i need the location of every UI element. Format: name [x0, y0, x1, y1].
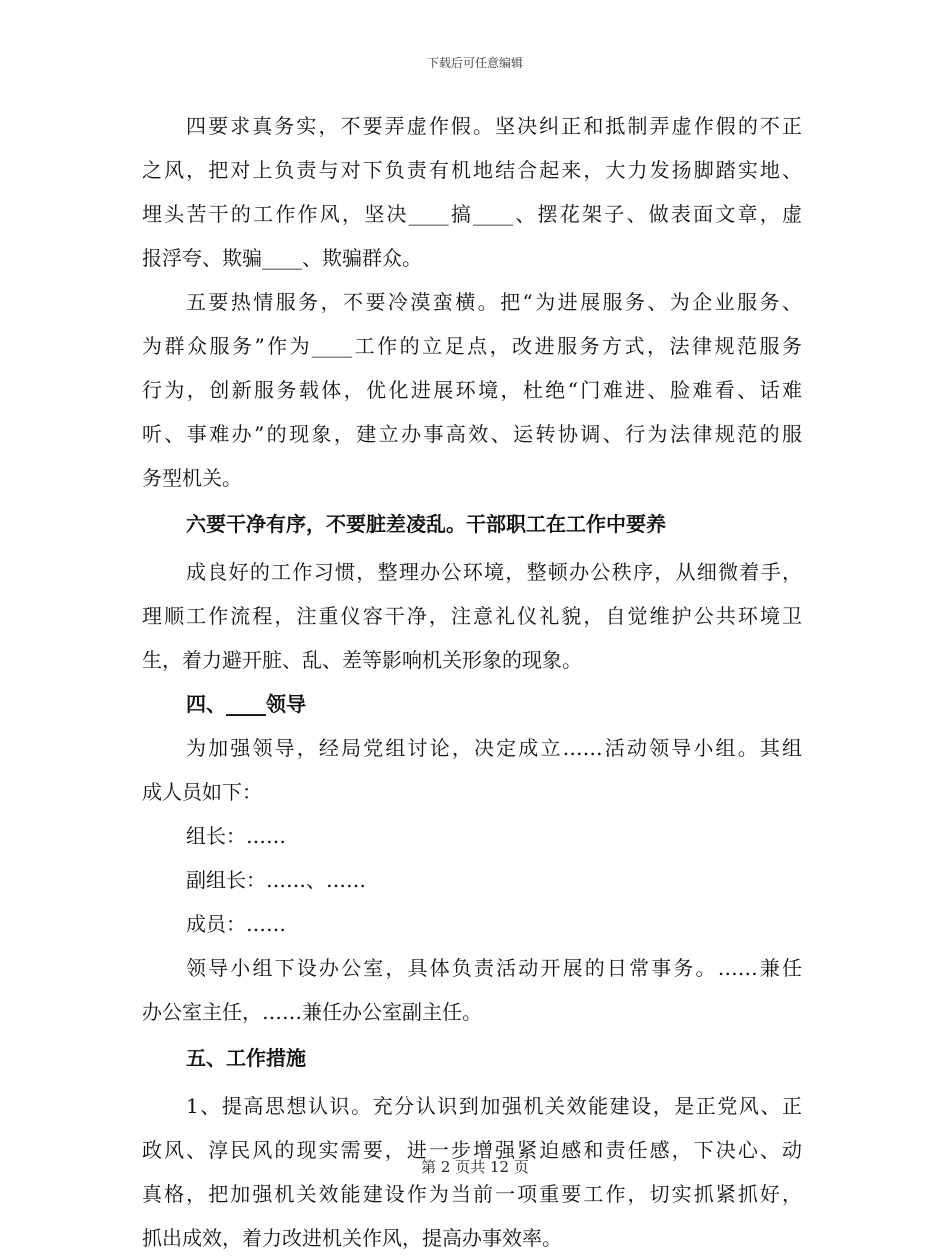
document-body [142, 104, 802, 1260]
paragraph-line: 办公室主任，……兼任办公室副主任。 [142, 1000, 482, 1024]
paragraph-line: 成良好的工作习惯，整理办公环境，整顿办公秩序，从细微着手， [186, 560, 802, 584]
paragraph-line: 领导小组下设办公室，具体负责活动开展的日常事务。……兼任 [186, 956, 802, 980]
page-footer: 第 2 页共 12 页 [421, 1158, 529, 1176]
paragraph-line: 1、提高思想认识。充分认识到加强机关效能建设，是正党风、正 [186, 1094, 802, 1118]
paragraph-line: 为加强领导，经局党组讨论，决定成立……活动领导小组。其组 [186, 736, 802, 760]
paragraph-line: 听、事难办”的现象，建立办事高效、运转协调、行为法律规范的服 [142, 422, 802, 446]
paragraph-line: 政风、淳民风的现实需要，进一步增强紧迫感和责任感，下决心、动 [142, 1138, 802, 1162]
paragraph-line: 生，着力避开脏、乱、差等影响机关形象的现象。 [142, 648, 582, 672]
paragraph-line: 组长：…… [186, 824, 286, 848]
section-heading-line: 六要干净有序，不要脏差凌乱。干部职工在工作中要养 [186, 512, 666, 536]
paragraph-line: 副组长：……、…… [186, 868, 366, 892]
page-header: 下载后可任意编辑 [426, 56, 523, 70]
paragraph-line: 理顺工作流程，注重仪容干净，注意礼仪礼貌，自觉维护公共环境卫 [142, 604, 802, 628]
paragraph-line: 埋头苦干的工作作风，坚决____搞____、摆花架子、做表面文章，虚 [142, 202, 802, 226]
section-heading-line: 五、工作措施 [186, 1046, 306, 1070]
section-heading-line: 四、____领导 [186, 692, 306, 716]
paragraph-line: 务型机关。 [142, 466, 242, 490]
paragraph-line: 成员：…… [186, 912, 286, 936]
paragraph-line: 行为，创新服务载体，优化进展环境，杜绝“门难进、脸难看、话难 [142, 378, 802, 402]
paragraph-line: 之风，把对上负责与对下负责有机地结合起来，大力发扬脚踏实地、 [142, 158, 802, 182]
paragraph-line: 抓出成效，着力改进机关作风，提高办事效率。 [142, 1226, 562, 1250]
paragraph-line: 四要求真务实，不要弄虚作假。坚决纠正和抵制弄虚作假的不正 [186, 114, 802, 138]
paragraph-line: 成人员如下： [142, 780, 262, 804]
paragraph-line: 报浮夸、欺骗____、欺骗群众。 [142, 246, 422, 270]
paragraph-line: 五要热情服务，不要冷漠蛮横。把“为进展服务、为企业服务、 [186, 290, 802, 314]
paragraph-line: 真格，把加强机关效能建设作为当前一项重要工作，切实抓紧抓好， [142, 1182, 802, 1206]
paragraph-line: 为群众服务”作为____工作的立足点，改进服务方式，法律规范服务 [142, 334, 802, 358]
